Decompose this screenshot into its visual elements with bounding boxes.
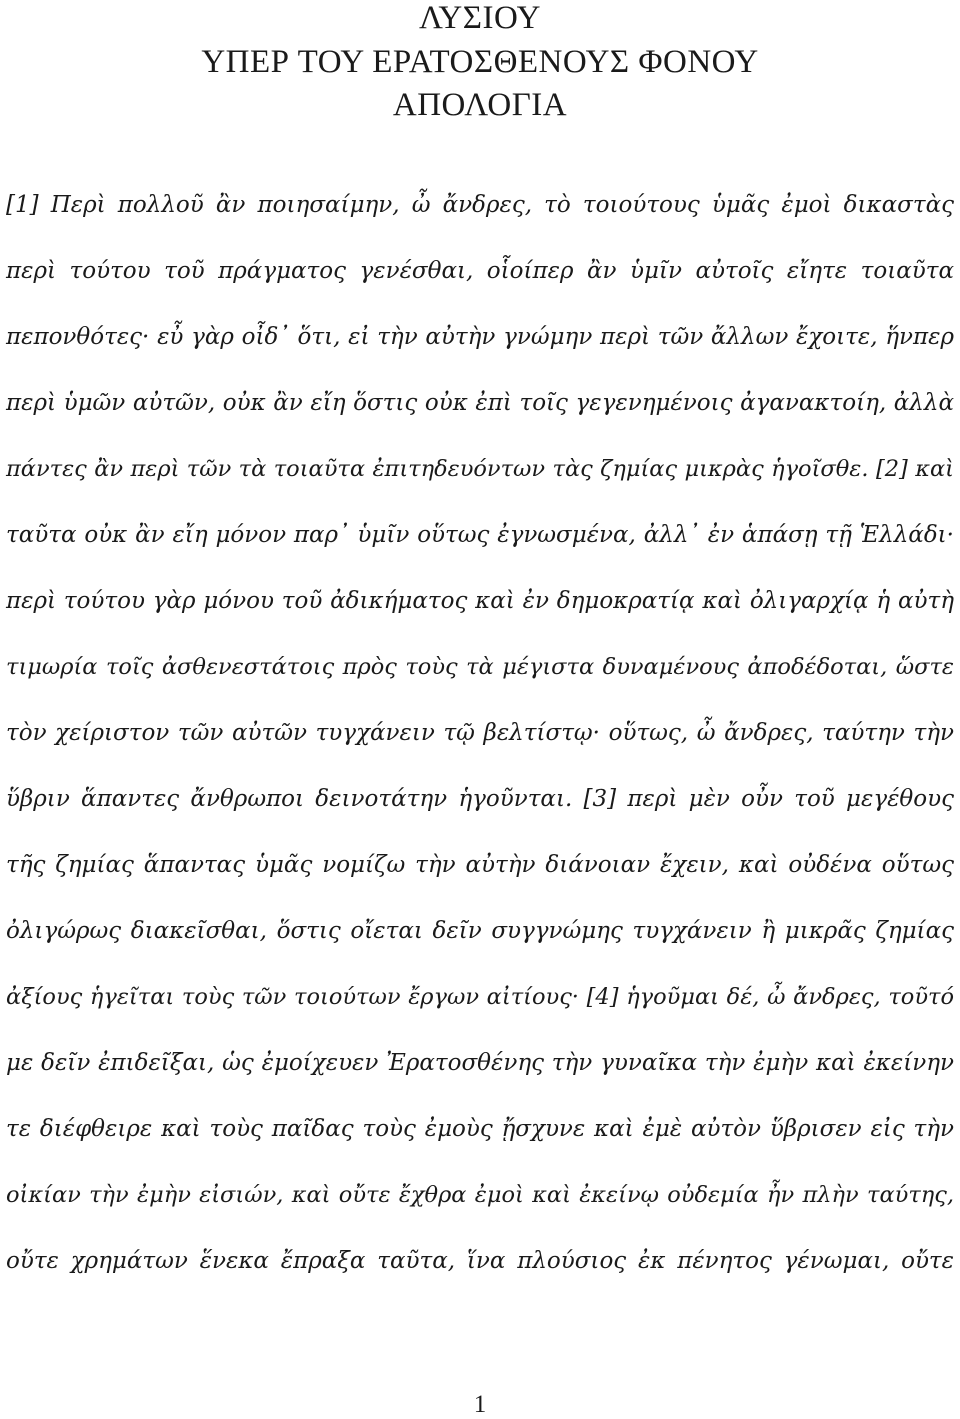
text-line: ἀξίους ἡγεῖται τοὺς τῶν τοιούτων ἔργων αἰτίους· [4] ἡγοῦμαι δέ, ὦ ἄνδρες, τοῦτό [6,984,954,1010]
page-number: 1 [473,1391,487,1418]
text-line: τῆς ζημίας ἅπαντας ὑμᾶς νομίζω τὴν αὐτὴν διάνοιαν ἔχειν, καὶ οὐδένα οὕτως [6,852,954,878]
text-line: τε διέφθειρε καὶ τοὺς παῖδας τοὺς ἐμοὺς ᾔσχυνε καὶ ἐμὲ αὐτὸν ὕβρισεν εἰς τὴν [6,1116,954,1142]
text-line: τὸν χείριστον τῶν αὐτῶν τυγχάνειν τῷ βελτίστῳ· οὕτως, ὦ ἄνδρες, ταύτην τὴν [6,720,954,746]
text-line: περὶ τούτου τοῦ πράγματος γενέσθαι, οἷοίπερ ἂν ὑμῖν αὐτοῖς εἴητε τοιαῦτα [6,258,954,284]
text-line: οἰκίαν τὴν ἐμὴν εἰσιών, καὶ οὔτε ἔχθρα ἐμοὶ καὶ ἐκείνῳ οὐδεμία ἦν πλὴν ταύτης, [6,1182,954,1208]
text-line: πεπονθότες· εὖ γὰρ οἶδ᾽ ὅτι, εἰ τὴν αὐτὴν γνώμην περὶ τῶν ἄλλων ἔχοιτε, ἥνπερ [6,324,954,350]
text-line: με δεῖν ἐπιδεῖξαι, ὡς ἐμοίχευεν Ἐρατοσθένης τὴν γυναῖκα τὴν ἐμὴν καὶ ἐκείνην [6,1050,954,1076]
text-line: [1] Περὶ πολλοῦ ἂν ποιησαίμην, ὦ ἄνδρες, τὸ τοιούτους ὑμᾶς ἐμοὶ δικαστὰς [6,192,954,218]
text-line: οὔτε χρημάτων ἕνεκα ἔπραξα ταῦτα, ἵνα πλούσιος ἐκ πένητος γένωμαι, οὔτε [6,1248,954,1274]
text-line: ὀλιγώρως διακεῖσθαι, ὅστις οἴεται δεῖν συγγνώμης τυγχάνειν ἢ μικρᾶς ζημίας [6,918,954,944]
work-subtitle: ΑΠΟΛΟΓΙΑ [392,87,568,123]
text-line: περὶ τούτου γὰρ μόνου τοῦ ἀδικήματος καὶ ἐν δημοκρατίᾳ καὶ ὀλιγαρχίᾳ ἡ αὐτὴ [6,588,954,614]
text-line: πάντες ἂν περὶ τῶν τὰ τοιαῦτα ἐπιτηδευόντων τὰς ζημίας μικρὰς ἡγοῖσθε. [2] καὶ [6,456,954,482]
text-line: περὶ ὑμῶν αὐτῶν, οὐκ ἂν εἴη ὅστις οὐκ ἐπὶ τοῖς γεγενημένοις ἀγανακτοίη, ἀλλὰ [6,390,954,416]
text-line: τιμωρία τοῖς ἀσθενεστάτοις πρὸς τοὺς τὰ μέγιστα δυναμένους ἀποδέδοται, ὥστε [6,654,954,680]
text-line: ταῦτα οὐκ ἂν εἴη μόνον παρ᾽ ὑμῖν οὕτως ἐγνωσμένα, ἀλλ᾽ ἐν ἁπάσῃ τῇ Ἑλλάδι· [6,522,954,548]
text-line: ὕβριν ἅπαντες ἄνθρωποι δεινοτάτην ἡγοῦνται. [3] περὶ μὲν οὖν τοῦ μεγέθους [6,786,954,812]
work-title: ΥΠΕΡ ΤΟΥ ΕΡΑΤΟΣΘΕΝΟΥΣ ΦΟΝΟΥ [201,44,759,80]
author-title: ΛΥΣΙΟΥ [419,0,541,36]
